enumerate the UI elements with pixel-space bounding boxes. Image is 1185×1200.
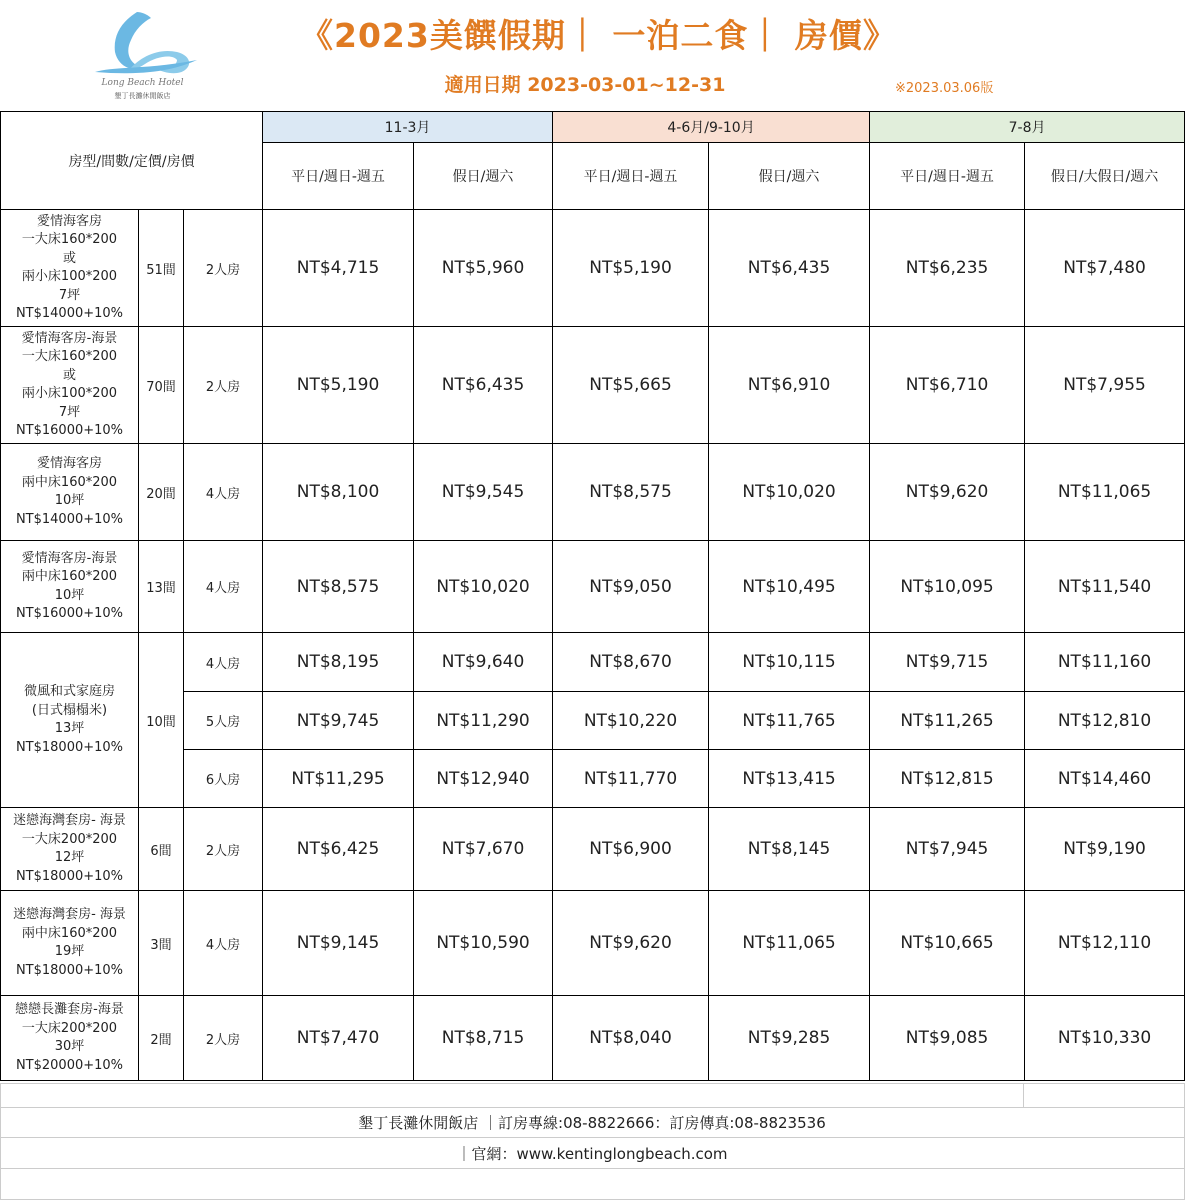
price-cell: NT$5,190	[553, 210, 709, 327]
price-cell: NT$8,670	[553, 633, 709, 692]
price-cell: NT$9,190	[1025, 808, 1185, 891]
room-type-line: NT$16000+10%	[15, 423, 124, 438]
room-type-line: 一大床160*200	[21, 232, 118, 247]
room-type-line: NT$20000+10%	[15, 1057, 124, 1073]
room-type-line: 13坪	[54, 721, 85, 736]
room-type-line: 愛情海客房	[36, 456, 102, 471]
price-cell: NT$11,770	[553, 750, 709, 808]
room-type-line: 微風和式家庭房	[23, 684, 115, 699]
room-count-cell: 13間	[139, 541, 184, 633]
occupancy-cell: 2人房	[184, 327, 263, 444]
price-cell: NT$9,715	[870, 633, 1025, 692]
room-type-line: NT$16000+10%	[15, 606, 124, 621]
occupancy-cell: 2人房	[184, 210, 263, 327]
price-cell: NT$8,715	[414, 996, 553, 1081]
room-type-line: 愛情海客房-海景	[21, 330, 118, 346]
day-type-header: 假日/週六	[709, 143, 870, 210]
price-cell: NT$12,810	[1025, 692, 1185, 750]
price-cell: NT$10,020	[414, 541, 553, 633]
room-count-cell: 70間	[139, 327, 184, 444]
rate-table	[0, 111, 1185, 1081]
room-type-line: NT$18000+10%	[15, 962, 124, 978]
room-type-line: 或	[62, 250, 76, 266]
room-count-cell: 10間	[139, 633, 184, 808]
room-type-line: 一大床200*200	[21, 831, 118, 847]
room-type-cell	[1, 808, 139, 891]
room-type-line: 迷戀海灣套房- 海景	[13, 907, 126, 922]
price-cell: NT$7,480	[1025, 210, 1185, 327]
room-type-line: NT$14000+10%	[15, 511, 124, 527]
price-cell: NT$13,415	[709, 750, 870, 808]
price-cell: NT$9,085	[870, 996, 1025, 1081]
room-count-cell: 6間	[139, 808, 184, 891]
room-type-line: 或	[62, 367, 76, 383]
room-type-line: 兩中床160*200	[21, 474, 118, 490]
price-cell: NT$10,020	[709, 444, 870, 541]
table-row	[1, 996, 1185, 1081]
day-type-header: 假日/大假日/週六	[1025, 143, 1185, 210]
price-cell: NT$11,065	[1025, 444, 1185, 541]
price-cell: NT$11,065	[709, 891, 870, 996]
logo-text-en: Long Beach Hotel	[101, 78, 184, 88]
price-cell: NT$10,330	[1025, 996, 1185, 1081]
price-cell: NT$11,290	[414, 692, 553, 750]
room-count-cell: 20間	[139, 444, 184, 541]
price-cell: NT$11,265	[870, 692, 1025, 750]
price-cell: NT$10,665	[870, 891, 1025, 996]
page-title: 《2023美饌假期｜ 一泊二食｜ 房價》	[300, 16, 897, 55]
price-cell: NT$9,620	[553, 891, 709, 996]
price-cell: NT$7,945	[870, 808, 1025, 891]
room-type-cell	[1, 444, 139, 541]
room-type-line: 迷戀海灣套房- 海景	[13, 813, 126, 828]
room-type-cell	[1, 210, 139, 327]
room-type-line: 7坪	[58, 287, 81, 303]
logo-text-zh: 墾丁長灘休閒飯店	[114, 92, 171, 100]
season-header-row	[1, 112, 1185, 143]
price-cell: NT$10,095	[870, 541, 1025, 633]
table-row	[1, 891, 1185, 996]
price-cell: NT$6,425	[263, 808, 414, 891]
table-row	[1, 541, 1185, 633]
room-type-line: 12坪	[54, 850, 85, 865]
room-type-line: 10坪	[54, 587, 85, 603]
price-cell: NT$10,590	[414, 891, 553, 996]
price-cell: NT$8,575	[553, 444, 709, 541]
day-type-header: 平日/週日-週五	[263, 143, 414, 210]
price-cell: NT$7,670	[414, 808, 553, 891]
room-type-cell	[1, 541, 139, 633]
room-type-line: NT$14000+10%	[15, 306, 124, 321]
price-cell: NT$6,435	[414, 327, 553, 444]
room-type-line: 兩小床100*200	[21, 386, 118, 401]
table-row	[1, 808, 1185, 891]
room-type-line: 兩小床100*200	[21, 269, 118, 284]
room-type-line: NT$18000+10%	[15, 739, 124, 755]
page-header	[0, 0, 1185, 110]
room-type-line: (日式榻榻米)	[31, 702, 108, 718]
day-type-header: 平日/週日-週五	[870, 143, 1025, 210]
price-cell: NT$6,235	[870, 210, 1025, 327]
price-cell: NT$14,460	[1025, 750, 1185, 808]
price-cell: NT$6,435	[709, 210, 870, 327]
price-cell: NT$9,620	[870, 444, 1025, 541]
season-header: 4-6月/9-10月	[553, 112, 870, 143]
occupancy-cell: 5人房	[184, 692, 263, 750]
price-cell: NT$8,040	[553, 996, 709, 1081]
occupancy-cell: 4人房	[184, 891, 263, 996]
wave-logo-icon	[85, 8, 200, 78]
room-type-line: 愛情海客房	[36, 213, 102, 229]
price-cell: NT$9,285	[709, 996, 870, 1081]
price-cell: NT$7,470	[263, 996, 414, 1081]
room-type-line: 19坪	[54, 944, 85, 959]
validity-dates: 適用日期 2023-03-01~12-31	[444, 74, 726, 96]
occupancy-cell: 6人房	[184, 750, 263, 808]
price-cell: NT$11,295	[263, 750, 414, 808]
price-cell: NT$8,195	[263, 633, 414, 692]
price-cell: NT$12,940	[414, 750, 553, 808]
occupancy-cell: 4人房	[184, 633, 263, 692]
price-cell: NT$9,545	[414, 444, 553, 541]
price-cell: NT$6,710	[870, 327, 1025, 444]
occupancy-cell: 4人房	[184, 541, 263, 633]
room-type-line: 戀戀長灘套房-海景	[15, 1002, 124, 1017]
room-type-line: 兩中床160*200	[21, 569, 118, 584]
footer-contact: 墾丁長灘休閒飯店 ｜訂房專線:08-8822666：訂房傳真:08-8823536	[358, 1114, 826, 1132]
room-type-line: 愛情海客房-海景	[21, 550, 118, 566]
price-cell: NT$10,495	[709, 541, 870, 633]
room-type-line: 一大床200*200	[21, 1020, 118, 1036]
price-cell: NT$8,145	[709, 808, 870, 891]
room-type-line: NT$18000+10%	[15, 868, 124, 884]
hotel-logo	[85, 8, 200, 103]
footer-frame-left	[0, 1083, 1, 1200]
price-cell: NT$12,110	[1025, 891, 1185, 996]
season-header: 7-8月	[870, 112, 1185, 143]
corner-label: 房型/間數/定價/房價	[1, 112, 263, 210]
price-cell: NT$11,160	[1025, 633, 1185, 692]
room-type-line: 兩中床160*200	[21, 925, 118, 941]
table-row	[1, 633, 1185, 692]
price-cell: NT$10,115	[709, 633, 870, 692]
price-cell: NT$5,190	[263, 327, 414, 444]
room-type-line: 10坪	[54, 493, 85, 508]
version-note: ※2023.03.06版	[895, 81, 994, 96]
season-header: 11-3月	[263, 112, 553, 143]
room-type-cell	[1, 891, 139, 996]
price-cell: NT$12,815	[870, 750, 1025, 808]
room-type-cell	[1, 633, 139, 808]
room-type-cell	[1, 327, 139, 444]
price-cell: NT$5,960	[414, 210, 553, 327]
footer-divider	[1023, 1083, 1024, 1107]
room-type-line: 30坪	[54, 1039, 85, 1054]
price-cell: NT$11,765	[709, 692, 870, 750]
room-type-line: 7坪	[58, 404, 81, 420]
room-type-line: 一大床160*200	[21, 349, 118, 364]
room-type-cell	[1, 996, 139, 1081]
table-row	[1, 444, 1185, 541]
day-type-header: 平日/週日-週五	[553, 143, 709, 210]
occupancy-cell: 2人房	[184, 808, 263, 891]
room-count-cell: 3間	[139, 891, 184, 996]
price-cell: NT$6,900	[553, 808, 709, 891]
price-cell: NT$4,715	[263, 210, 414, 327]
room-count-cell: 51間	[139, 210, 184, 327]
price-cell: NT$7,955	[1025, 327, 1185, 444]
price-cell: NT$6,910	[709, 327, 870, 444]
occupancy-cell: 4人房	[184, 444, 263, 541]
price-cell: NT$9,145	[263, 891, 414, 996]
day-type-header: 假日/週六	[414, 143, 553, 210]
price-cell: NT$9,640	[414, 633, 553, 692]
room-count-cell: 2間	[139, 996, 184, 1081]
footer-website[interactable]: ｜官網：www.kentinglongbeach.com	[456, 1145, 728, 1163]
table-row	[1, 327, 1185, 444]
price-cell: NT$8,100	[263, 444, 414, 541]
price-cell: NT$5,665	[553, 327, 709, 444]
price-cell: NT$9,745	[263, 692, 414, 750]
occupancy-cell: 2人房	[184, 996, 263, 1081]
price-cell: NT$9,050	[553, 541, 709, 633]
table-row	[1, 210, 1185, 327]
price-cell: NT$11,540	[1025, 541, 1185, 633]
price-cell: NT$10,220	[553, 692, 709, 750]
price-cell: NT$8,575	[263, 541, 414, 633]
